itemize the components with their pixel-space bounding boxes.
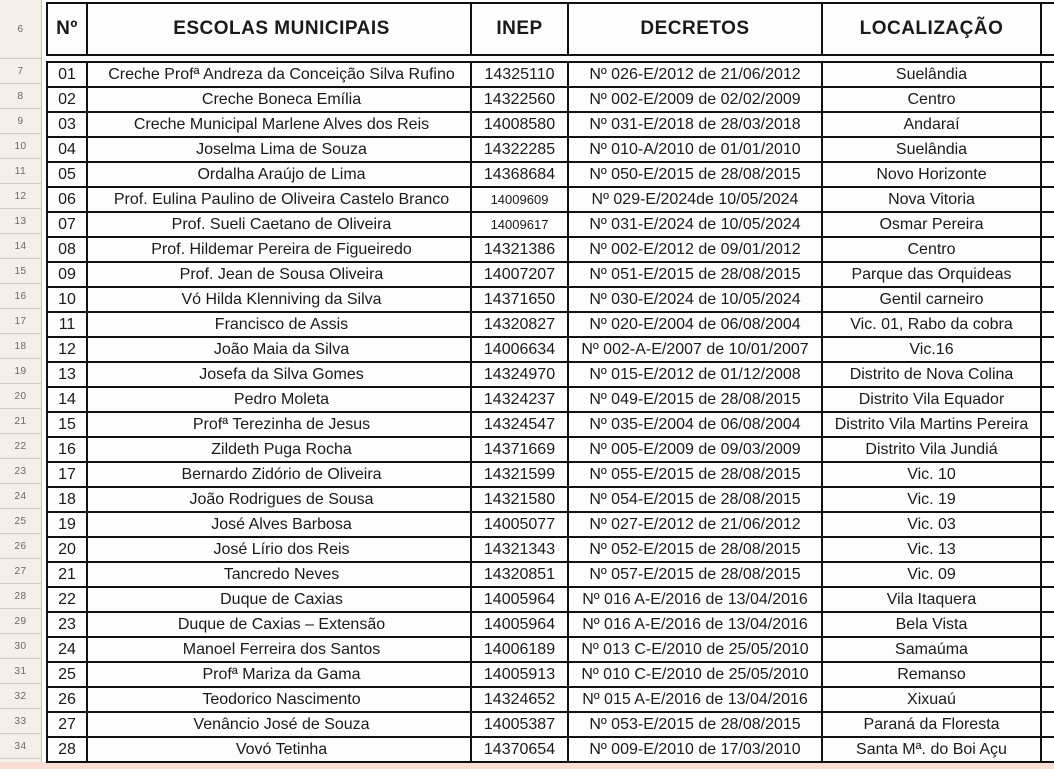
cell-inep[interactable]: 14008580 bbox=[472, 113, 569, 138]
cell-num[interactable]: 25 bbox=[48, 663, 88, 688]
cell-num[interactable]: 15 bbox=[48, 413, 88, 438]
cell-school[interactable]: Tancredo Neves bbox=[88, 563, 472, 588]
cutoff-column-strip bbox=[1042, 338, 1054, 363]
cell-inep[interactable]: 14322285 bbox=[472, 138, 569, 163]
cell-inep[interactable]: 14005077 bbox=[472, 513, 569, 538]
table-row bbox=[48, 413, 1054, 438]
cell-inep[interactable]: 14324652 bbox=[472, 688, 569, 713]
cell-location[interactable]: Suelândia bbox=[823, 63, 1042, 88]
cell-location[interactable]: Remanso bbox=[823, 663, 1042, 688]
cell-school[interactable]: Teodorico Nascimento bbox=[88, 688, 472, 713]
cell-inep[interactable]: 14324970 bbox=[472, 363, 569, 388]
data-rows bbox=[46, 61, 1054, 763]
cell-inep[interactable]: 14324547 bbox=[472, 413, 569, 438]
cell-location[interactable]: Bela Vista bbox=[823, 613, 1042, 638]
header-row bbox=[46, 2, 1054, 56]
cell-num[interactable]: 26 bbox=[48, 688, 88, 713]
cutoff-column-strip bbox=[1042, 388, 1054, 413]
cell-school[interactable]: Profª Mariza da Gama bbox=[88, 663, 472, 688]
cell-num[interactable]: 27 bbox=[48, 713, 88, 738]
cell-inep[interactable]: 14321580 bbox=[472, 488, 569, 513]
cell-decree[interactable]: Nº 002-A-E/2007 de 10/01/2007 bbox=[569, 338, 823, 363]
cell-decree[interactable]: Nº 010 C-E/2010 de 25/05/2010 bbox=[569, 663, 823, 688]
cell-location[interactable]: Vila Itaquera bbox=[823, 588, 1042, 613]
cell-location[interactable]: Novo Horizonte bbox=[823, 163, 1042, 188]
row-number-label[interactable]: 16 bbox=[0, 284, 41, 309]
cell-decree[interactable]: Nº 029-E/2024de 10/05/2024 bbox=[569, 188, 823, 213]
cell-inep[interactable]: 14320851 bbox=[472, 563, 569, 588]
cell-decree[interactable]: Nº 055-E/2015 de 28/08/2015 bbox=[569, 463, 823, 488]
cell-decree[interactable]: Nº 005-E/2009 de 09/03/2009 bbox=[569, 438, 823, 463]
cell-decree[interactable]: Nº 057-E/2015 de 28/08/2015 bbox=[569, 563, 823, 588]
schools-table bbox=[46, 2, 1054, 763]
cell-num[interactable]: 16 bbox=[48, 438, 88, 463]
cutoff-column-strip bbox=[1042, 113, 1054, 138]
cutoff-column-strip bbox=[1042, 438, 1054, 463]
cell-location[interactable]: Vic. 01, Rabo da cobra bbox=[823, 313, 1042, 338]
cell-school[interactable]: Duque de Caxias bbox=[88, 588, 472, 613]
table-row bbox=[48, 163, 1054, 188]
column-header-num[interactable]: Nº bbox=[48, 4, 88, 56]
row-number-label[interactable]: 13 bbox=[0, 209, 41, 234]
cutoff-column-strip bbox=[1042, 638, 1054, 663]
cell-decree[interactable]: Nº 002-E/2009 de 02/02/2009 bbox=[569, 88, 823, 113]
cutoff-column-strip bbox=[1042, 613, 1054, 638]
cell-school[interactable]: Prof. Sueli Caetano de Oliveira bbox=[88, 213, 472, 238]
cell-num[interactable]: 22 bbox=[48, 588, 88, 613]
cell-location[interactable]: Suelândia bbox=[823, 138, 1042, 163]
cell-num[interactable]: 21 bbox=[48, 563, 88, 588]
cutoff-column-strip bbox=[1042, 363, 1054, 388]
cell-school[interactable]: Vovó Tetinha bbox=[88, 738, 472, 763]
table-row bbox=[48, 513, 1054, 538]
cell-decree[interactable]: Nº 053-E/2015 de 28/08/2015 bbox=[569, 713, 823, 738]
table-row bbox=[48, 113, 1054, 138]
cell-school[interactable]: Creche Municipal Marlene Alves dos Reis bbox=[88, 113, 472, 138]
cell-num[interactable]: 01 bbox=[48, 63, 88, 88]
cell-location[interactable]: Gentil carneiro bbox=[823, 288, 1042, 313]
cell-location[interactable]: Santa Mª. do Boi Açu bbox=[823, 738, 1042, 763]
table-row bbox=[48, 713, 1054, 738]
cell-inep[interactable]: 14321343 bbox=[472, 538, 569, 563]
cell-location[interactable]: Samaúma bbox=[823, 638, 1042, 663]
cell-decree[interactable]: Nº 020-E/2004 de 06/08/2004 bbox=[569, 313, 823, 338]
cutoff-column-strip bbox=[1042, 738, 1054, 763]
cutoff-column-strip bbox=[1042, 238, 1054, 263]
table-row bbox=[48, 638, 1054, 663]
cell-decree[interactable]: Nº 051-E/2015 de 28/08/2015 bbox=[569, 263, 823, 288]
cell-inep[interactable]: 14321386 bbox=[472, 238, 569, 263]
cell-inep[interactable]: 14009617 bbox=[472, 213, 569, 238]
cell-school[interactable]: Prof. Hildemar Pereira de Figueiredo bbox=[88, 238, 472, 263]
cell-inep[interactable]: 14368684 bbox=[472, 163, 569, 188]
row-number-gutter bbox=[0, 0, 42, 762]
cutoff-column-strip bbox=[1042, 513, 1054, 538]
cutoff-column-strip bbox=[1042, 313, 1054, 338]
row-number-label[interactable]: 12 bbox=[0, 184, 41, 209]
cutoff-column-strip bbox=[1042, 688, 1054, 713]
cutoff-column-strip bbox=[1042, 663, 1054, 688]
table-row bbox=[48, 88, 1054, 113]
cell-num[interactable]: 09 bbox=[48, 263, 88, 288]
cutoff-column-strip bbox=[1042, 288, 1054, 313]
table-row bbox=[48, 688, 1054, 713]
row-number-label[interactable]: 14 bbox=[0, 234, 41, 259]
row-number-label[interactable]: 21 bbox=[0, 409, 41, 434]
row-number-label[interactable]: 31 bbox=[0, 659, 41, 684]
cell-num[interactable]: 28 bbox=[48, 738, 88, 763]
cutoff-column-strip bbox=[1042, 163, 1054, 188]
cell-inep[interactable]: 14005964 bbox=[472, 613, 569, 638]
cell-inep[interactable]: 14324237 bbox=[472, 388, 569, 413]
cell-inep[interactable]: 14009609 bbox=[472, 188, 569, 213]
cell-school[interactable]: Joselma Lima de Souza bbox=[88, 138, 472, 163]
cell-school[interactable]: Francisco de Assis bbox=[88, 313, 472, 338]
table-row bbox=[48, 288, 1054, 313]
cell-school[interactable]: Duque de Caxias – Extensão bbox=[88, 613, 472, 638]
cutoff-column-strip bbox=[1042, 213, 1054, 238]
cell-inep[interactable]: 14006189 bbox=[472, 638, 569, 663]
cell-inep[interactable]: 14370654 bbox=[472, 738, 569, 763]
row-number-label[interactable]: 7 bbox=[0, 59, 41, 84]
cell-decree[interactable]: Nº 031-E/2024 de 10/05/2024 bbox=[569, 213, 823, 238]
row-number-label[interactable]: 30 bbox=[0, 634, 41, 659]
row-number-label[interactable]: 10 bbox=[0, 134, 41, 159]
row-number-label[interactable]: 15 bbox=[0, 259, 41, 284]
cell-location[interactable]: Vic. 13 bbox=[823, 538, 1042, 563]
row-number-label[interactable]: 28 bbox=[0, 584, 41, 609]
column-header-decretos[interactable]: DECRETOS bbox=[569, 4, 823, 56]
cutoff-column-strip bbox=[1042, 413, 1054, 438]
cell-inep[interactable]: 14325110 bbox=[472, 63, 569, 88]
cell-school[interactable]: Creche Profª Andreza da Conceição Silva Rufino bbox=[88, 63, 472, 88]
column-header-escolas[interactable]: ESCOLAS MUNICIPAIS bbox=[88, 4, 472, 56]
cell-school[interactable]: José Alves Barbosa bbox=[88, 513, 472, 538]
cell-location[interactable]: Centro bbox=[823, 238, 1042, 263]
cell-decree[interactable]: Nº 002-E/2012 de 09/01/2012 bbox=[569, 238, 823, 263]
cell-location[interactable]: Vic. 19 bbox=[823, 488, 1042, 513]
cell-school[interactable]: Manoel Ferreira dos Santos bbox=[88, 638, 472, 663]
column-header-inep[interactable]: INEP bbox=[472, 4, 569, 56]
cutoff-column-strip bbox=[1042, 563, 1054, 588]
cell-location[interactable]: Paraná da Floresta bbox=[823, 713, 1042, 738]
cutoff-column-strip bbox=[1042, 588, 1054, 613]
cell-school[interactable]: Bernardo Zidório de Oliveira bbox=[88, 463, 472, 488]
cell-school[interactable]: Prof. Eulina Paulino de Oliveira Castelo Branco bbox=[88, 188, 472, 213]
cutoff-column-strip bbox=[1042, 463, 1054, 488]
cell-school[interactable]: Creche Boneca Emília bbox=[88, 88, 472, 113]
row-number-label[interactable]: 33 bbox=[0, 709, 41, 734]
cell-location[interactable]: Vic. 09 bbox=[823, 563, 1042, 588]
cell-num[interactable]: 05 bbox=[48, 163, 88, 188]
cell-inep[interactable]: 14007207 bbox=[472, 263, 569, 288]
cell-school[interactable]: Zildeth Puga Rocha bbox=[88, 438, 472, 463]
cell-inep[interactable]: 14321599 bbox=[472, 463, 569, 488]
row-number-label[interactable]: 27 bbox=[0, 559, 41, 584]
row-number-label[interactable]: 6 bbox=[0, 0, 41, 59]
cell-decree[interactable]: Nº 031-E/2018 de 28/03/2018 bbox=[569, 113, 823, 138]
cell-decree[interactable]: Nº 013 C-E/2010 de 25/05/2010 bbox=[569, 638, 823, 663]
cell-school[interactable]: Pedro Moleta bbox=[88, 388, 472, 413]
cell-decree[interactable]: Nº 015-E/2012 de 01/12/2008 bbox=[569, 363, 823, 388]
cell-school[interactable]: João Maia da Silva bbox=[88, 338, 472, 363]
cell-school[interactable]: Vó Hilda Klenniving da Silva bbox=[88, 288, 472, 313]
cell-school[interactable]: Profª Terezinha de Jesus bbox=[88, 413, 472, 438]
table-row bbox=[48, 588, 1054, 613]
table-row bbox=[48, 463, 1054, 488]
cell-num[interactable]: 10 bbox=[48, 288, 88, 313]
cell-decree[interactable]: Nº 049-E/2015 de 28/08/2015 bbox=[569, 388, 823, 413]
row-number-label[interactable]: 24 bbox=[0, 484, 41, 509]
cell-decree[interactable]: Nº 009-E/2010 de 17/03/2010 bbox=[569, 738, 823, 763]
row-number-label[interactable]: 32 bbox=[0, 684, 41, 709]
cell-inep[interactable]: 14005387 bbox=[472, 713, 569, 738]
cell-decree[interactable]: Nº 030-E/2024 de 10/05/2024 bbox=[569, 288, 823, 313]
cell-num[interactable]: 20 bbox=[48, 538, 88, 563]
cell-num[interactable]: 23 bbox=[48, 613, 88, 638]
table-row bbox=[48, 138, 1054, 163]
cell-inep[interactable]: 14322560 bbox=[472, 88, 569, 113]
row-number-label[interactable]: 8 bbox=[0, 84, 41, 109]
cutoff-column-strip bbox=[1042, 713, 1054, 738]
cell-location[interactable]: Osmar Pereira bbox=[823, 213, 1042, 238]
cell-location[interactable]: Distrito Vila Equador bbox=[823, 388, 1042, 413]
cell-school[interactable]: José Lírio dos Reis bbox=[88, 538, 472, 563]
cell-num[interactable]: 17 bbox=[48, 463, 88, 488]
cell-decree[interactable]: Nº 010-A/2010 de 01/01/2010 bbox=[569, 138, 823, 163]
table-row bbox=[48, 238, 1054, 263]
cell-decree[interactable]: Nº 050-E/2015 de 28/08/2015 bbox=[569, 163, 823, 188]
table-row bbox=[48, 213, 1054, 238]
table-row bbox=[48, 488, 1054, 513]
cell-decree[interactable]: Nº 016 A-E/2016 de 13/04/2016 bbox=[569, 613, 823, 638]
cell-location[interactable]: Vic. 03 bbox=[823, 513, 1042, 538]
cutoff-column-strip bbox=[1042, 188, 1054, 213]
table-row bbox=[48, 338, 1054, 363]
cell-location[interactable]: Vic. 10 bbox=[823, 463, 1042, 488]
table-row bbox=[48, 388, 1054, 413]
table-row bbox=[48, 663, 1054, 688]
cell-num[interactable]: 03 bbox=[48, 113, 88, 138]
row-number-label[interactable]: 34 bbox=[0, 734, 41, 759]
cell-decree[interactable]: Nº 016 A-E/2016 de 13/04/2016 bbox=[569, 588, 823, 613]
cell-decree[interactable]: Nº 015 A-E/2016 de 13/04/2016 bbox=[569, 688, 823, 713]
row-number-label[interactable]: 11 bbox=[0, 159, 41, 184]
cell-school[interactable]: Prof. Jean de Sousa Oliveira bbox=[88, 263, 472, 288]
cell-inep[interactable]: 14006634 bbox=[472, 338, 569, 363]
cell-num[interactable]: 19 bbox=[48, 513, 88, 538]
cell-location[interactable]: Distrito Vila Jundiá bbox=[823, 438, 1042, 463]
cell-num[interactable]: 04 bbox=[48, 138, 88, 163]
cell-school[interactable]: Venâncio José de Souza bbox=[88, 713, 472, 738]
column-header-localizacao[interactable]: LOCALIZAÇÃO bbox=[823, 4, 1042, 56]
row-number-label[interactable]: 26 bbox=[0, 534, 41, 559]
cutoff-column-strip bbox=[1042, 63, 1054, 88]
cell-decree[interactable]: Nº 027-E/2012 de 21/06/2012 bbox=[569, 513, 823, 538]
cell-num[interactable]: 08 bbox=[48, 238, 88, 263]
cell-location[interactable]: Nova Vitoria bbox=[823, 188, 1042, 213]
cell-num[interactable]: 18 bbox=[48, 488, 88, 513]
cell-num[interactable]: 12 bbox=[48, 338, 88, 363]
cutoff-column-strip bbox=[1042, 488, 1054, 513]
cell-location[interactable]: Vic.16 bbox=[823, 338, 1042, 363]
cell-num[interactable]: 11 bbox=[48, 313, 88, 338]
row-number-label[interactable]: 20 bbox=[0, 384, 41, 409]
cell-school[interactable]: Josefa da Silva Gomes bbox=[88, 363, 472, 388]
row-number-label[interactable]: 23 bbox=[0, 459, 41, 484]
cell-num[interactable]: 06 bbox=[48, 188, 88, 213]
cell-num[interactable]: 13 bbox=[48, 363, 88, 388]
row-number-label[interactable]: 25 bbox=[0, 509, 41, 534]
table-row bbox=[48, 738, 1054, 763]
cell-decree[interactable]: Nº 052-E/2015 de 28/08/2015 bbox=[569, 538, 823, 563]
table-row bbox=[48, 63, 1054, 88]
cell-location[interactable]: Distrito de Nova Colina bbox=[823, 363, 1042, 388]
cutoff-column-strip bbox=[1042, 538, 1054, 563]
table-row bbox=[48, 538, 1054, 563]
cell-inep[interactable]: 14005964 bbox=[472, 588, 569, 613]
cell-location[interactable]: Parque das Orquideas bbox=[823, 263, 1042, 288]
cell-decree[interactable]: Nº 035-E/2004 de 06/08/2004 bbox=[569, 413, 823, 438]
table-row bbox=[48, 263, 1054, 288]
row-number-label[interactable]: 17 bbox=[0, 309, 41, 334]
cell-school[interactable]: Ordalha Araújo de Lima bbox=[88, 163, 472, 188]
row-number-label[interactable]: 22 bbox=[0, 434, 41, 459]
cutoff-column-strip bbox=[1042, 4, 1054, 56]
cell-inep[interactable]: 14371650 bbox=[472, 288, 569, 313]
table-row bbox=[48, 563, 1054, 588]
cell-num[interactable]: 07 bbox=[48, 213, 88, 238]
bottom-strip bbox=[0, 762, 1054, 769]
cell-location[interactable]: Andaraí bbox=[823, 113, 1042, 138]
cell-num[interactable]: 02 bbox=[48, 88, 88, 113]
table-row bbox=[48, 188, 1054, 213]
row-number-label[interactable]: 19 bbox=[0, 359, 41, 384]
cell-decree[interactable]: Nº 054-E/2015 de 28/08/2015 bbox=[569, 488, 823, 513]
row-number-label[interactable]: 18 bbox=[0, 334, 41, 359]
cell-inep[interactable]: 14005913 bbox=[472, 663, 569, 688]
cell-inep[interactable]: 14371669 bbox=[472, 438, 569, 463]
table-row bbox=[48, 313, 1054, 338]
cell-num[interactable]: 14 bbox=[48, 388, 88, 413]
cell-location[interactable]: Xixuaú bbox=[823, 688, 1042, 713]
cutoff-column-strip bbox=[1042, 88, 1054, 113]
cell-location[interactable]: Distrito Vila Martins Pereira bbox=[823, 413, 1042, 438]
cell-location[interactable]: Centro bbox=[823, 88, 1042, 113]
row-number-label[interactable]: 29 bbox=[0, 609, 41, 634]
cell-school[interactable]: João Rodrigues de Sousa bbox=[88, 488, 472, 513]
table-row bbox=[48, 363, 1054, 388]
cell-decree[interactable]: Nº 026-E/2012 de 21/06/2012 bbox=[569, 63, 823, 88]
cutoff-column-strip bbox=[1042, 263, 1054, 288]
cutoff-column-strip bbox=[1042, 138, 1054, 163]
table-row bbox=[48, 613, 1054, 638]
cell-num[interactable]: 24 bbox=[48, 638, 88, 663]
table-row bbox=[48, 438, 1054, 463]
row-number-label[interactable]: 9 bbox=[0, 109, 41, 134]
cell-inep[interactable]: 14320827 bbox=[472, 313, 569, 338]
